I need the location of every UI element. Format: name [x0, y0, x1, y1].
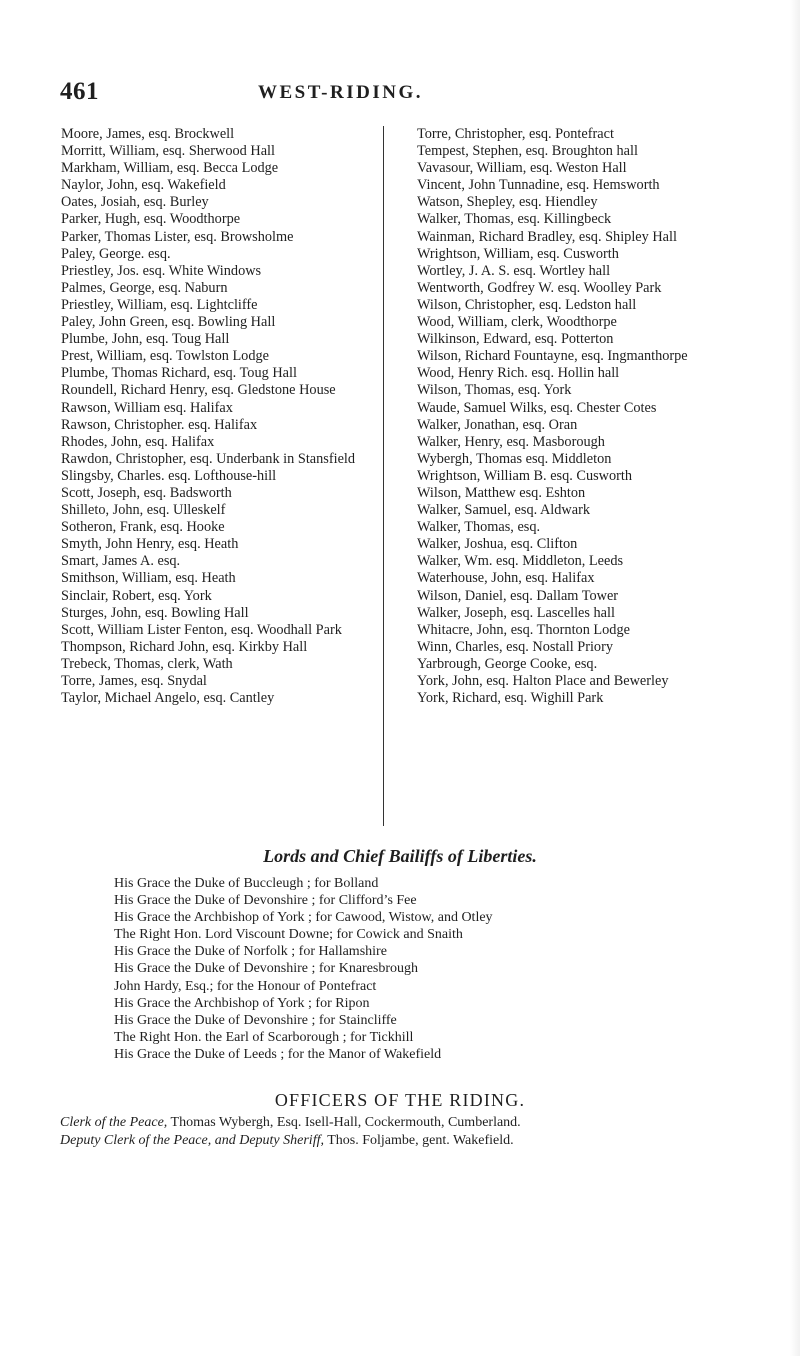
- lord-entry: His Grace the Archbishop of York ; for Cawood, Wistow, and Otley: [114, 910, 493, 926]
- lords-list: [114, 875, 774, 1063]
- column-divider: [383, 126, 384, 826]
- officers-section-title: OFFICERS OF THE RIDING.: [274, 1090, 526, 1110]
- page-number: 461: [60, 78, 99, 105]
- directory-entry: Wilson, Daniel, esq. Dallam Tower: [417, 587, 619, 604]
- directory-entry: Paley, John Green, esq. Bowling Hall: [61, 314, 276, 331]
- lord-entry: His Grace the Duke of Devonshire ; for Knaresbrough: [114, 961, 419, 977]
- directory-entry: Prest, William, esq. Towlston Lodge: [61, 348, 269, 365]
- officer-role: Clerk of the Peace,: [60, 1115, 168, 1130]
- directory-entry: Watson, Shepley, esq. Hiendley: [417, 194, 598, 211]
- officer-detail: Thos. Foljambe, gent. Wakefield.: [323, 1132, 514, 1148]
- directory-entry: York, John, esq. Halton Place and Bewerley: [417, 673, 669, 689]
- directory-entry: Yarbrough, George Cooke, esq.: [417, 655, 598, 672]
- directory-entry: Rawdon, Christopher, esq. Underbank in Stansfield: [61, 450, 356, 467]
- directory-entry: Wrightson, William, esq. Cusworth: [417, 245, 619, 262]
- officer-line-deputy: [60, 1132, 780, 1150]
- directory-entry: Paley, George. esq.: [61, 245, 171, 262]
- lord-entry: His Grace the Duke of Devonshire ; for Clifford’s Fee: [114, 893, 417, 909]
- officer-detail: Thomas Wybergh, Esq. Isell-Hall, Cockermouth, Cumberland.: [167, 1115, 521, 1130]
- directory-entry: Vavasour, William, esq. Weston Hall: [417, 160, 627, 177]
- lord-entry: His Grace the Duke of Buccleugh ; for Bolland: [114, 876, 379, 891]
- directory-entry: York, Richard, esq. Wighill Park: [417, 690, 604, 707]
- officer-line-clerk: [60, 1114, 780, 1132]
- directory-entry: Priestley, William, esq. Lightcliffe: [61, 296, 258, 313]
- right-column: [417, 126, 737, 707]
- directory-entry: Markham, William, esq. Becca Lodge: [61, 160, 279, 177]
- lord-entry: The Right Hon. the Earl of Scarborough ; for Tickhill: [114, 1029, 414, 1045]
- directory-entry: Rhodes, John, esq. Halifax: [61, 433, 215, 450]
- directory-entry: Wood, William, clerk, Woodthorpe: [417, 314, 617, 331]
- directory-entry: Parker, Thomas Lister, esq. Browsholme: [61, 228, 294, 245]
- directory-entry: Walker, Joshua, esq. Clifton: [417, 536, 578, 553]
- directory-entry: Walker, Jonathan, esq. Oran: [417, 416, 578, 433]
- directory-entry: Smart, James A. esq.: [61, 553, 181, 570]
- running-head: WEST-RIDING.: [258, 82, 423, 103]
- lord-entry: His Grace the Archbishop of York ; for Ripon: [114, 995, 370, 1011]
- officers-list: [60, 1114, 780, 1149]
- lord-entry: John Hardy, Esq.; for the Honour of Pontefract: [114, 978, 377, 994]
- directory-entry: Wilson, Christopher, esq. Ledston hall: [417, 296, 637, 313]
- directory-entry: Thompson, Richard John, esq. Kirkby Hall: [61, 638, 308, 655]
- left-column: [61, 126, 361, 707]
- directory-entry: Wortley, J. A. S. esq. Wortley hall: [417, 262, 611, 279]
- page-edge: [790, 0, 800, 1356]
- directory-entry: Tempest, Stephen, esq. Broughton hall: [417, 143, 638, 160]
- directory-entry: Sinclair, Robert, esq. York: [61, 587, 212, 604]
- lord-entry: His Grace the Duke of Leeds ; for the Manor of Wakefield: [114, 1046, 442, 1062]
- directory-entry: Roundell, Richard Henry, esq. Gledstone House: [61, 382, 336, 399]
- directory-entry: Parker, Hugh, esq. Woodthorpe: [61, 211, 241, 228]
- directory-entry: Morritt, William, esq. Sherwood Hall: [61, 143, 275, 160]
- directory-entry: Walker, Joseph, esq. Lascelles hall: [417, 604, 615, 621]
- directory-entry: Wilson, Richard Fountayne, esq. Ingmanthorpe: [417, 348, 688, 365]
- directory-entry: Palmes, George, esq. Naburn: [61, 279, 228, 296]
- directory-entry: Whitacre, John, esq. Thornton Lodge: [417, 621, 630, 638]
- directory-entry: Smyth, John Henry, esq. Heath: [61, 536, 239, 553]
- directory-entry: Moore, James, esq. Brockwell: [61, 126, 235, 142]
- directory-entry: Waterhouse, John, esq. Halifax: [417, 570, 595, 587]
- directory-entry: Vincent, John Tunnadine, esq. Hemsworth: [417, 177, 660, 194]
- directory-entry: Oates, Josiah, esq. Burley: [61, 194, 209, 211]
- directory-entry: Torre, Christopher, esq. Pontefract: [417, 126, 614, 142]
- directory-entry: Torre, James, esq. Snydal: [61, 673, 207, 689]
- lord-entry: His Grace the Duke of Norfolk ; for Hallamshire: [114, 944, 387, 960]
- directory-entry: Wilson, Matthew esq. Eshton: [417, 484, 586, 501]
- lord-entry: The Right Hon. Lord Viscount Downe; for Cowick and Snaith: [114, 927, 463, 943]
- directory-entry: Walker, Thomas, esq. Killingbeck: [417, 211, 612, 228]
- directory-entry: Waude, Samuel Wilks, esq. Chester Cotes: [417, 399, 657, 416]
- directory-entry: Sturges, John, esq. Bowling Hall: [61, 604, 249, 621]
- directory-entry: Sotheron, Frank, esq. Hooke: [61, 519, 225, 536]
- directory-entry: Walker, Samuel, esq. Aldwark: [417, 502, 590, 519]
- page-header: [60, 78, 760, 108]
- directory-entry: Walker, Thomas, esq.: [417, 519, 541, 536]
- directory-entry: Wentworth, Godfrey W. esq. Woolley Park: [417, 279, 662, 296]
- directory-entry: Plumbe, Thomas Richard, esq. Toug Hall: [61, 365, 297, 382]
- directory-entry: Wybergh, Thomas esq. Middleton: [417, 450, 612, 467]
- directory-entry: Wilkinson, Edward, esq. Potterton: [417, 331, 614, 348]
- directory-entry: Winn, Charles, esq. Nostall Priory: [417, 638, 613, 655]
- directory-entry: Wood, Henry Rich. esq. Hollin hall: [417, 365, 620, 382]
- directory-entry: Wrightson, William B. esq. Cusworth: [417, 467, 633, 484]
- directory-entry: Plumbe, John, esq. Toug Hall: [61, 331, 230, 348]
- directory-entry: Rawson, Christopher. esq. Halifax: [61, 416, 258, 433]
- directory-entry: Taylor, Michael Angelo, esq. Cantley: [61, 690, 275, 707]
- directory-entry: Walker, Wm. esq. Middleton, Leeds: [417, 553, 624, 570]
- directory-entry: Trebeck, Thomas, clerk, Wath: [61, 655, 233, 672]
- lords-section-title: Lords and Chief Bailiffs of Liberties.: [263, 846, 537, 866]
- lord-entry: His Grace the Duke of Devonshire ; for Staincliffe: [114, 1012, 397, 1028]
- directory-entry: Walker, Henry, esq. Masborough: [417, 433, 605, 450]
- directory-entry: Slingsby, Charles. esq. Lofthouse-hill: [61, 467, 277, 484]
- directory-entry: Rawson, William esq. Halifax: [61, 399, 233, 416]
- directory-entry: Naylor, John, esq. Wakefield: [61, 177, 226, 194]
- officer-role: Deputy Clerk of the Peace, and Deputy Sheriff,: [60, 1132, 324, 1148]
- directory-entry: Shilleto, John, esq. Ulleskelf: [61, 502, 226, 519]
- directory-entry: Priestley, Jos. esq. White Windows: [61, 262, 262, 279]
- directory-entry: Smithson, William, esq. Heath: [61, 570, 236, 587]
- directory-entry: Wainman, Richard Bradley, esq. Shipley Hall: [417, 228, 677, 245]
- directory-entry: Scott, Joseph, esq. Badsworth: [61, 484, 232, 501]
- directory-entry: Scott, William Lister Fenton, esq. Woodhall Park: [61, 621, 342, 638]
- directory-entry: Wilson, Thomas, esq. York: [417, 382, 572, 399]
